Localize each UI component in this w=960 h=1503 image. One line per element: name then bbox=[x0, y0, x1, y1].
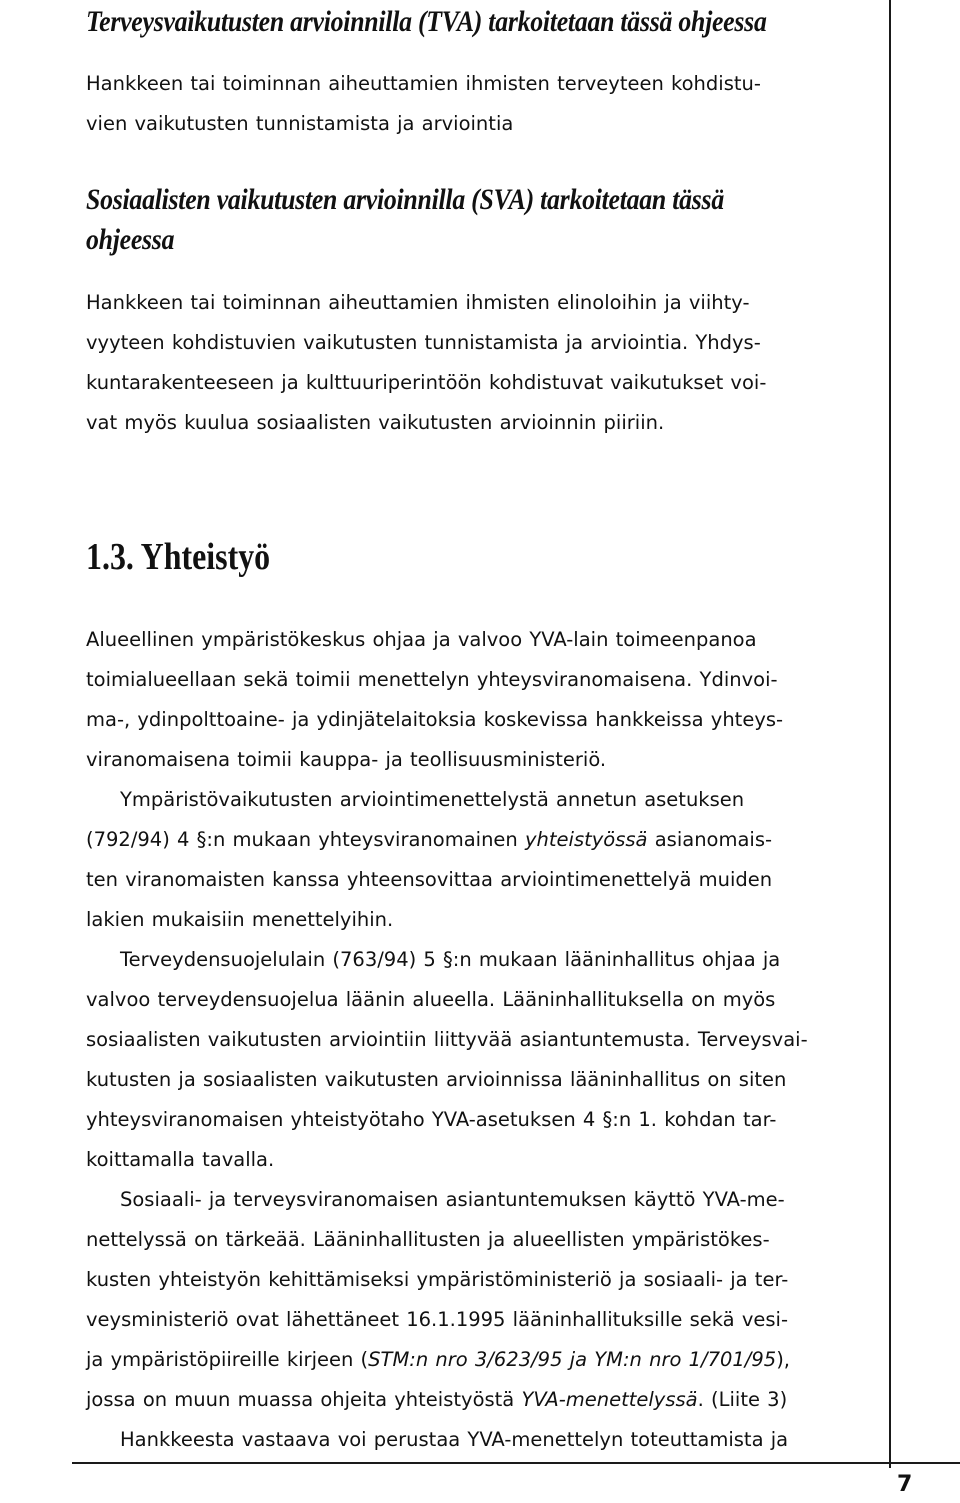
margin-rule bbox=[889, 0, 891, 1468]
sva-heading-line: Sosiaalisten vaikutusten arvioinnilla (SVA) tarkoitetaan tässä bbox=[86, 183, 724, 216]
text-line: Terveydensuojelulain (763/94) 5 §:n mukaan lääninhallitus ohjaa ja bbox=[120, 948, 781, 971]
text-line: sosiaalisten vaikutusten arviointiin liittyvää asiantuntemusta. Terveysvai- bbox=[86, 1028, 808, 1051]
sva-line: vat myös kuulua sosiaalisten vaikutusten arvioinnin piiriin. bbox=[86, 411, 665, 434]
text-run: . (Liite 3) bbox=[697, 1388, 788, 1411]
tva-text bbox=[86, 64, 856, 144]
text-line bbox=[86, 820, 856, 860]
sva-heading-line: ohjeessa bbox=[86, 223, 175, 256]
text-line: toimialueellaan sekä toimii menettelyn yhteysviranomaisena. Ydinvoi- bbox=[86, 668, 778, 691]
text-line: yhteysviranomaisen yhteistyötaho YVA-asetuksen 4 §:n 1. kohdan tar- bbox=[86, 1108, 777, 1131]
text-run: ja ympäristöpiireille kirjeen ( bbox=[86, 1348, 369, 1371]
section-body bbox=[86, 620, 856, 1460]
tva-line: vien vaikutusten tunnistamista ja arviointia bbox=[86, 112, 514, 135]
text-line bbox=[86, 1380, 856, 1420]
section-title: 1.3. Yhteistyö bbox=[86, 536, 271, 578]
text-line: Sosiaali- ja terveysviranomaisen asiantuntemuksen käyttö YVA-me- bbox=[120, 1188, 785, 1211]
text-line: kusten yhteistyön kehittämiseksi ympäristöministeriö ja sosiaali- ja ter- bbox=[86, 1268, 789, 1291]
footer-rule bbox=[72, 1462, 960, 1464]
sva-line: Hankkeen tai toiminnan aiheuttamien ihmisten elinoloihin ja viihty- bbox=[86, 291, 750, 314]
emphasis-run: yhteistyössä bbox=[525, 828, 648, 851]
emphasis-run: YVA-menettelyssä bbox=[521, 1388, 698, 1411]
text-line: koittamalla tavalla. bbox=[86, 1148, 275, 1171]
tva-heading: Terveysvaikutusten arvioinnilla (TVA) tarkoitetaan tässä ohjeessa bbox=[86, 5, 767, 38]
text-line: ma-, ydinpolttoaine- ja ydinjätelaitoksia koskevissa hankkeissa yhteys- bbox=[86, 708, 784, 731]
text-line: lakien mukaisiin menettelyihin. bbox=[86, 908, 394, 931]
text-line: Alueellinen ympäristökeskus ohjaa ja valvoo YVA-lain toimeenpanoa bbox=[86, 628, 757, 651]
page-number: 7 bbox=[897, 1472, 913, 1497]
text-line: valvoo terveydensuojelua läänin alueella. Lääninhallituksella on myös bbox=[86, 988, 776, 1011]
sva-line: kuntarakenteeseen ja kulttuuriperintöön kohdistuvat vaikutukset voi- bbox=[86, 371, 767, 394]
text-line: Hankkeesta vastaava voi perustaa YVA-menettelyn toteuttamista ja bbox=[120, 1428, 789, 1451]
text-run: jossa on muun muassa ohjeita yhteistyöstä bbox=[86, 1388, 522, 1411]
paragraph bbox=[86, 940, 856, 1180]
sva-line: vyyteen kohdistuvien vaikutusten tunnistamista ja arviointia. Yhdys- bbox=[86, 331, 761, 354]
text-line: Ympäristövaikutusten arviointimenettelystä annetun asetuksen bbox=[120, 788, 745, 811]
sva-definition bbox=[86, 180, 856, 260]
text-run: ), bbox=[776, 1348, 791, 1371]
tva-definition bbox=[86, 2, 856, 42]
tva-line: Hankkeen tai toiminnan aiheuttamien ihmisten terveyteen kohdistu- bbox=[86, 72, 761, 95]
text-line: veysministeriö ovat lähettäneet 16.1.1995 lääninhallituksille sekä vesi- bbox=[86, 1308, 788, 1331]
text-line: ten viranomaisten kanssa yhteensovittaa arviointimenettelyä muiden bbox=[86, 868, 773, 891]
paragraph bbox=[86, 1420, 856, 1460]
emphasis-run: STM:n nro 3/623/95 ja YM:n nro 1/701/95 bbox=[368, 1348, 777, 1371]
text-run: (792/94) 4 §:n mukaan yhteysviranomainen bbox=[86, 828, 525, 851]
paragraph bbox=[86, 620, 856, 780]
paragraph bbox=[86, 780, 856, 940]
text-line: nettelyssä on tärkeää. Lääninhallitusten ja alueellisten ympäristökes- bbox=[86, 1228, 770, 1251]
text-line: kutusten ja sosiaalisten vaikutusten arvioinnissa lääninhallitus on siten bbox=[86, 1068, 787, 1091]
text-line: viranomaisena toimii kauppa- ja teollisuusministeriö. bbox=[86, 748, 607, 771]
text-run: asianomais- bbox=[647, 828, 773, 851]
section-heading bbox=[86, 535, 856, 579]
paragraph bbox=[86, 1180, 856, 1420]
sva-text bbox=[86, 283, 856, 443]
text-line bbox=[86, 1340, 856, 1380]
